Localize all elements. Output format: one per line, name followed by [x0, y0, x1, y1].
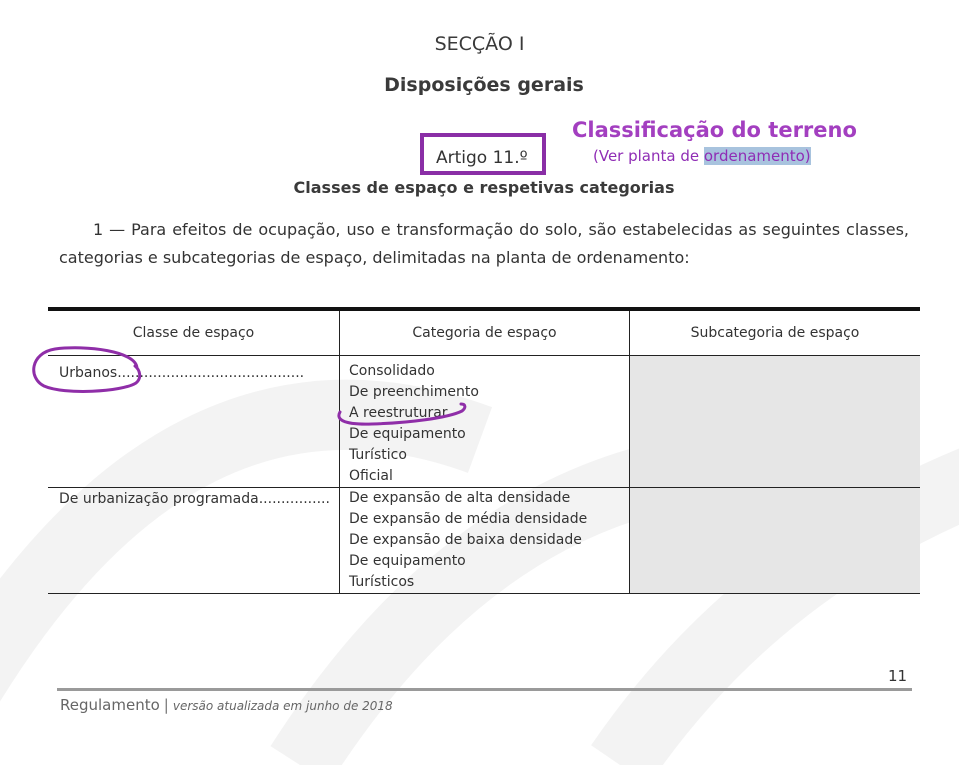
- table-col-divider-2: [629, 311, 630, 593]
- article-heading: Classes de espaço e respetivas categorias: [293, 178, 675, 197]
- categoria-item: De equipamento: [349, 426, 466, 442]
- article-label: Artigo 11.º: [436, 148, 528, 168]
- categoria-item: De expansão de média densidade: [349, 511, 588, 527]
- page-number: 11: [888, 667, 908, 685]
- classe-label: Urbanos: [59, 365, 118, 381]
- table-row-1-classe: [59, 363, 304, 384]
- footer-doc-name: Regulamento: [60, 696, 160, 714]
- footer-version: versão atualizada em junho de 2018: [172, 699, 393, 713]
- categoria-item: Oficial: [349, 468, 393, 484]
- table-top-rule: [48, 307, 920, 311]
- categoria-item: De expansão de alta densidade: [349, 490, 571, 506]
- annotation-subtitle-prefix: (Ver planta de: [593, 147, 704, 165]
- categoria-item: A reestruturar: [349, 405, 448, 421]
- categoria-item: De preenchimento: [349, 384, 479, 400]
- table-row-2-categorias: [349, 488, 587, 593]
- annotation-title: Classificação do terreno: [572, 118, 857, 142]
- table-row-2-classe: [59, 489, 330, 510]
- footer-separator: |: [163, 696, 169, 714]
- table-header-classe: Classe de espaço: [132, 325, 255, 341]
- article-paragraph: 1 — Para efeitos de ocupação, uso e transformação do solo, são estabelecidas as seguintes classes, categorias e subcategorias de espaço, delimitadas na planta de ordenamento:: [59, 220, 909, 267]
- categoria-item: Turísticos: [349, 574, 415, 590]
- categoria-item: De expansão de baixa densidade: [349, 532, 582, 548]
- categoria-item: De equipamento: [349, 553, 466, 569]
- table-bottom-rule: [48, 593, 920, 594]
- table-header-categoria: Categoria de espaço: [412, 325, 557, 341]
- table-cell-subcategoria-2: [630, 488, 920, 593]
- table-cell-subcategoria-1: [630, 356, 920, 487]
- classe-leader-dots: ................: [258, 491, 330, 507]
- annotation-subtitle: [593, 147, 811, 165]
- classe-leader-dots: ..........................................: [117, 365, 305, 381]
- table-col-divider-1: [339, 311, 340, 593]
- categoria-item: Consolidado: [349, 363, 435, 379]
- table-header-rule: [48, 355, 920, 356]
- footer: [60, 696, 393, 714]
- table-row-1-categorias: [349, 361, 479, 487]
- footer-rule: [57, 688, 912, 691]
- categoria-item: Turístico: [349, 447, 407, 463]
- classe-label: De urbanização programada: [59, 491, 259, 507]
- section-subtitle: Disposições gerais: [384, 74, 584, 96]
- table-header-subcategoria: Subcategoria de espaço: [690, 325, 860, 341]
- section-title: SECÇÃO I: [434, 33, 525, 55]
- annotation-subtitle-highlight: ordenamento): [703, 147, 811, 165]
